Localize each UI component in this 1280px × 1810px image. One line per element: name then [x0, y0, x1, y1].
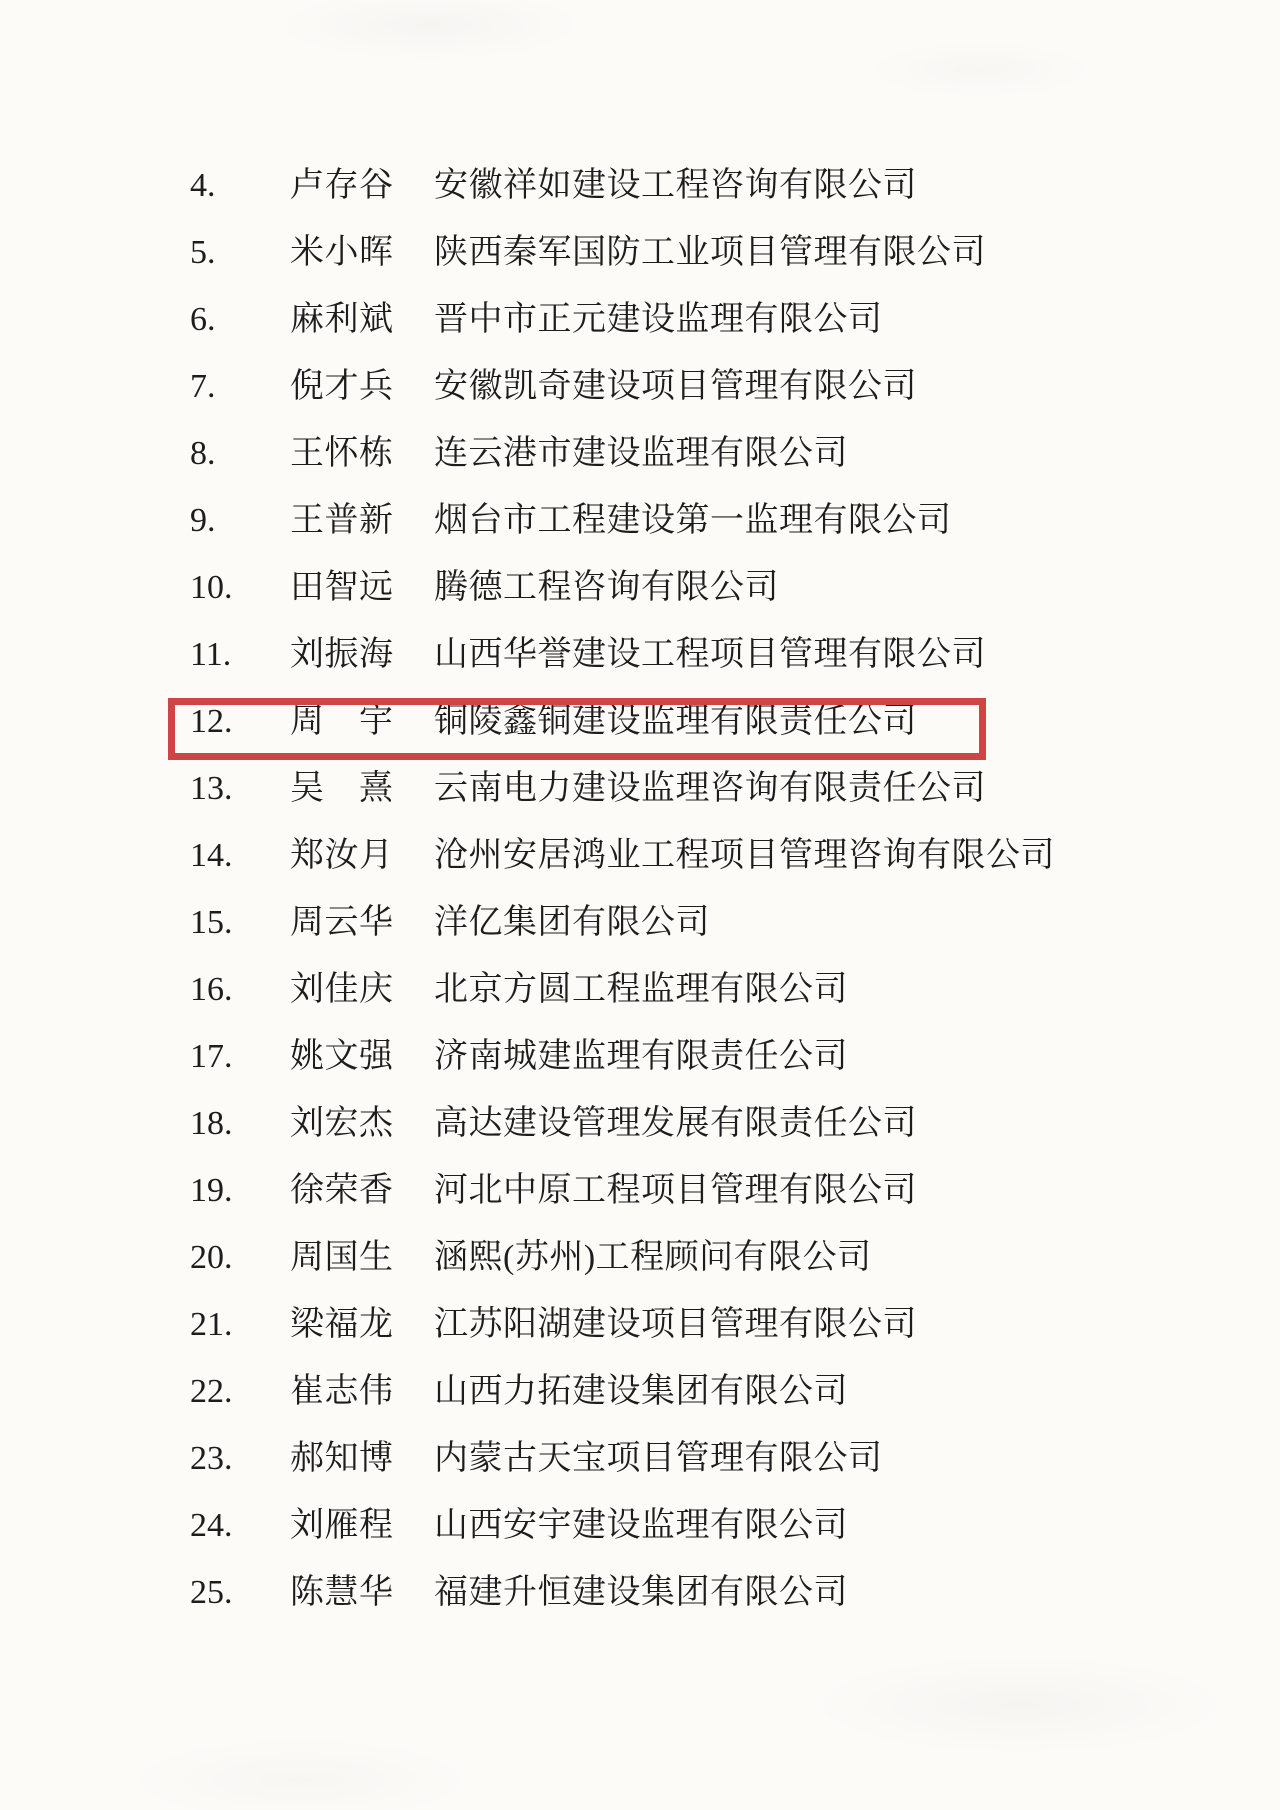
person-name: 麻利斌 — [290, 300, 393, 338]
company-name: 安徽祥如建设工程咨询有限公司 — [434, 166, 917, 204]
row-number: 20. — [190, 1238, 233, 1276]
person-name: 周 宇 — [290, 702, 393, 740]
person-name: 刘佳庆 — [290, 970, 393, 1008]
row-number: 4. — [190, 166, 216, 204]
person-name: 王怀栋 — [290, 434, 393, 472]
company-name: 烟台市工程建设第一监理有限公司 — [434, 501, 952, 539]
company-name: 涵熙(苏州)工程顾问有限公司 — [434, 1238, 872, 1276]
table-row — [0, 487, 1280, 554]
company-name: 陕西秦军国防工业项目管理有限公司 — [434, 233, 986, 271]
person-name: 吴 熹 — [290, 769, 393, 807]
person-name: 徐荣香 — [290, 1171, 393, 1209]
company-name: 安徽凯奇建设项目管理有限公司 — [434, 367, 917, 405]
table-row — [0, 152, 1280, 219]
company-name: 河北中原工程项目管理有限公司 — [434, 1171, 917, 1209]
table-row — [0, 1157, 1280, 1224]
table-row — [0, 688, 1280, 755]
table-row — [0, 1023, 1280, 1090]
person-name: 米小晖 — [290, 233, 393, 271]
row-number: 15. — [190, 903, 233, 941]
table-row — [0, 219, 1280, 286]
row-number: 19. — [190, 1171, 233, 1209]
row-number: 11. — [190, 635, 232, 673]
row-number: 13. — [190, 769, 233, 807]
row-number: 22. — [190, 1372, 233, 1410]
row-number: 7. — [190, 367, 216, 405]
row-number: 9. — [190, 501, 216, 539]
company-name: 北京方圆工程监理有限公司 — [434, 970, 848, 1008]
row-number: 8. — [190, 434, 216, 472]
company-name: 福建升恒建设集团有限公司 — [434, 1573, 848, 1611]
row-number: 6. — [190, 300, 216, 338]
table-row — [0, 956, 1280, 1023]
company-name: 云南电力建设监理咨询有限责任公司 — [434, 769, 986, 807]
company-name: 连云港市建设监理有限公司 — [434, 434, 848, 472]
company-name: 山西力拓建设集团有限公司 — [434, 1372, 848, 1410]
person-name: 郝知博 — [290, 1439, 393, 1477]
company-name: 内蒙古天宝项目管理有限公司 — [434, 1439, 883, 1477]
row-number: 5. — [190, 233, 216, 271]
person-name: 刘宏杰 — [290, 1104, 393, 1142]
row-number: 25. — [190, 1573, 233, 1611]
company-name: 腾德工程咨询有限公司 — [434, 568, 779, 606]
person-name: 倪才兵 — [290, 367, 393, 405]
table-row — [0, 1224, 1280, 1291]
table-row — [0, 286, 1280, 353]
table-row — [0, 1425, 1280, 1492]
company-name: 山西华誉建设工程项目管理有限公司 — [434, 635, 986, 673]
person-name: 郑汝月 — [290, 836, 393, 874]
row-number: 23. — [190, 1439, 233, 1477]
row-number: 14. — [190, 836, 233, 874]
table-row — [0, 755, 1280, 822]
row-number: 17. — [190, 1037, 233, 1075]
table-row — [0, 353, 1280, 420]
row-number: 16. — [190, 970, 233, 1008]
row-number: 24. — [190, 1506, 233, 1544]
person-name: 卢存谷 — [290, 166, 393, 204]
person-name: 刘振海 — [290, 635, 393, 673]
table-row — [0, 1090, 1280, 1157]
person-name: 田智远 — [290, 568, 393, 606]
person-name: 周云华 — [290, 903, 393, 941]
table-row — [0, 822, 1280, 889]
person-name: 崔志伟 — [290, 1372, 393, 1410]
table-row — [0, 1358, 1280, 1425]
company-name: 高达建设管理发展有限责任公司 — [434, 1104, 917, 1142]
company-name: 晋中市正元建设监理有限公司 — [434, 300, 883, 338]
person-name: 梁福龙 — [290, 1305, 393, 1343]
person-name: 王普新 — [290, 501, 393, 539]
table-row — [0, 1492, 1280, 1559]
table-row — [0, 554, 1280, 621]
person-name: 刘雁程 — [290, 1506, 393, 1544]
table-row — [0, 1291, 1280, 1358]
table-row — [0, 420, 1280, 487]
company-name: 山西安宇建设监理有限公司 — [434, 1506, 848, 1544]
row-number: 18. — [190, 1104, 233, 1142]
row-number: 10. — [190, 568, 233, 606]
row-number: 21. — [190, 1305, 233, 1343]
member-list — [0, 152, 1280, 1626]
table-row — [0, 1559, 1280, 1626]
company-name: 沧州安居鸿业工程项目管理咨询有限公司 — [434, 836, 1055, 874]
person-name: 姚文强 — [290, 1037, 393, 1075]
company-name: 铜陵鑫铜建设监理有限责任公司 — [434, 702, 917, 740]
company-name: 洋亿集团有限公司 — [434, 903, 710, 941]
person-name: 周国生 — [290, 1238, 393, 1276]
company-name: 江苏阳湖建设项目管理有限公司 — [434, 1305, 917, 1343]
row-number: 12. — [190, 702, 233, 740]
table-row — [0, 621, 1280, 688]
table-row — [0, 889, 1280, 956]
person-name: 陈慧华 — [290, 1573, 393, 1611]
company-name: 济南城建监理有限责任公司 — [434, 1037, 848, 1075]
